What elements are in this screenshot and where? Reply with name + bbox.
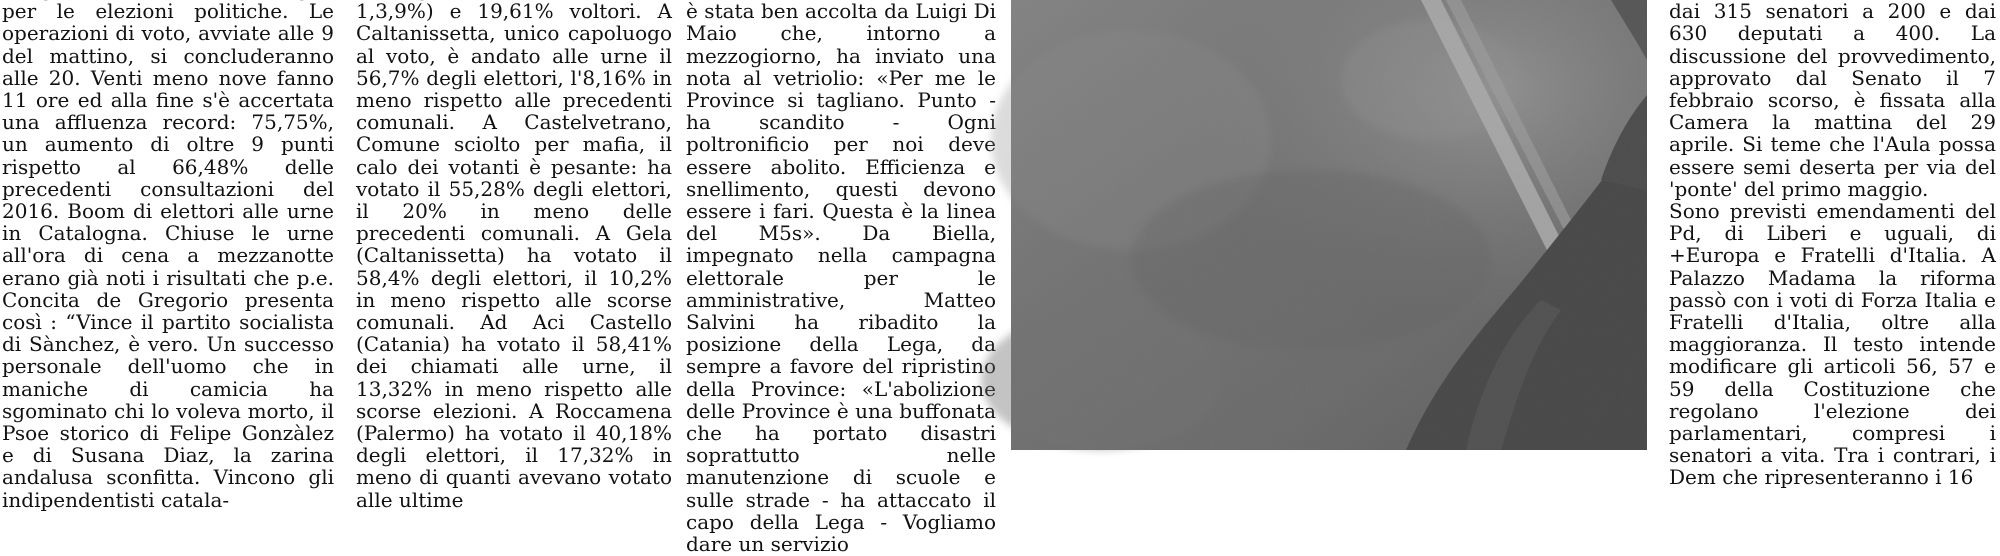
article-paragraph: per le elezioni politiche. Le operazioni di voto, avviate alle 9 del mattino, si concluderanno alle 20. Venti meno nove fanno 11 ore ed alla fine s'è accertata una affluenza record: 75,75%, un aumento di oltre 9 punti rispetto al 66,48% delle precedenti consultazioni del 2016. Boom di elettori alle urne in Catalogna. Chiuse le urne all'ora di cena a mezzanotte erano già noti i risultati che p.e. Concita de Gregorio presenta così : “Vince il partito socialista di Sànchez, è vero. Un successo personale dell'uomo che in maniche di camicia ha sgominato chi lo voleva morto, il Psoe storico di Felipe Gonzàlez e di Susana Diaz, la zarina andalusa sconfitta. Vincono gli indipendentisti catala- bbox=[2, 0, 334, 512]
article-column-2 bbox=[356, 0, 672, 512]
photo-image bbox=[1011, 0, 1647, 450]
article-column-3 bbox=[686, 0, 996, 556]
article-paragraph: 1,3,9%) e 19,61% voltori. A Caltanissetta, unico capoluogo al voto, è andato alle urne il 56,7% degli elettori, l'8,16% in meno rispetto alle precedenti comunali. A Castelvetrano, Comune sciolto per mafia, il calo dei votanti è pesante: ha votato il 55,28% degli elettori, il 20% in meno delle precedenti comunali. A Gela (Caltanissetta) ha votato il 58,4% degli elettori, il 10,2% in meno rispetto alle scorse comunali. Ad Aci Castello (Catania) ha votato il 58,41% dei chiamati alle urne, il 13,32% in meno rispetto alle scorse elezioni. A Roccamena (Palermo) ha votato il 40,18% degli elettori, il 17,32% in meno di quanti avevano votato alle ultime bbox=[356, 0, 672, 512]
article-column-4 bbox=[1669, 0, 1996, 490]
article-paragraph: è stata ben accolta da Luigi Di Maio che, intorno a mezzogiorno, ha inviato una nota al vetriolio: «Per me le Province si tagliano. Punto - ha scandito - Ogni poltronificio per noi deve essere abolito. Efficienza e snellimento, questi devono essere i fari. Questa è la linea del M5s». Da Biella, impegnato nella campagna elettorale per le amministrative, Matteo Salvini ha ribadito la posizione della Lega, da sempre a favore del ripristino della Province: «L'abolizione delle Province è una buffonata che ha portato disastri soprattutto nelle manutenzione di scuole e sulle strade - ha attaccato il capo della Lega - Vogliamo dare un servizio bbox=[686, 0, 996, 556]
article-photo bbox=[1011, 0, 1647, 450]
article-paragraph: dai 315 senatori a 200 e dai 630 deputati a 400. La discussione del provvedimento, approvato dal Senato il 7 febbraio scorso, è fissata alla Camera la mattina del 29 aprile. Si teme che l'Aula possa essere semi deserta per via del 'ponte' del primo maggio. bbox=[1669, 0, 1996, 201]
article-paragraph: Sono previsti emendamenti del Pd, di Liberi e uguali, di +Europa e Fratelli d'Italia. A Palazzo Madama la riforma passò con i voti di Forza Italia e Fratelli d'Italia, oltre alla maggioranza. Il testo intende modificare gli articoli 56, 57 e 59 della Costituzione che regolano l'elezione dei parlamentari, compresi i senatori a vita. Tra i contrari, i Dem che ripresenteranno i 16 bbox=[1669, 199, 1996, 490]
article-column-1 bbox=[2, 0, 334, 512]
